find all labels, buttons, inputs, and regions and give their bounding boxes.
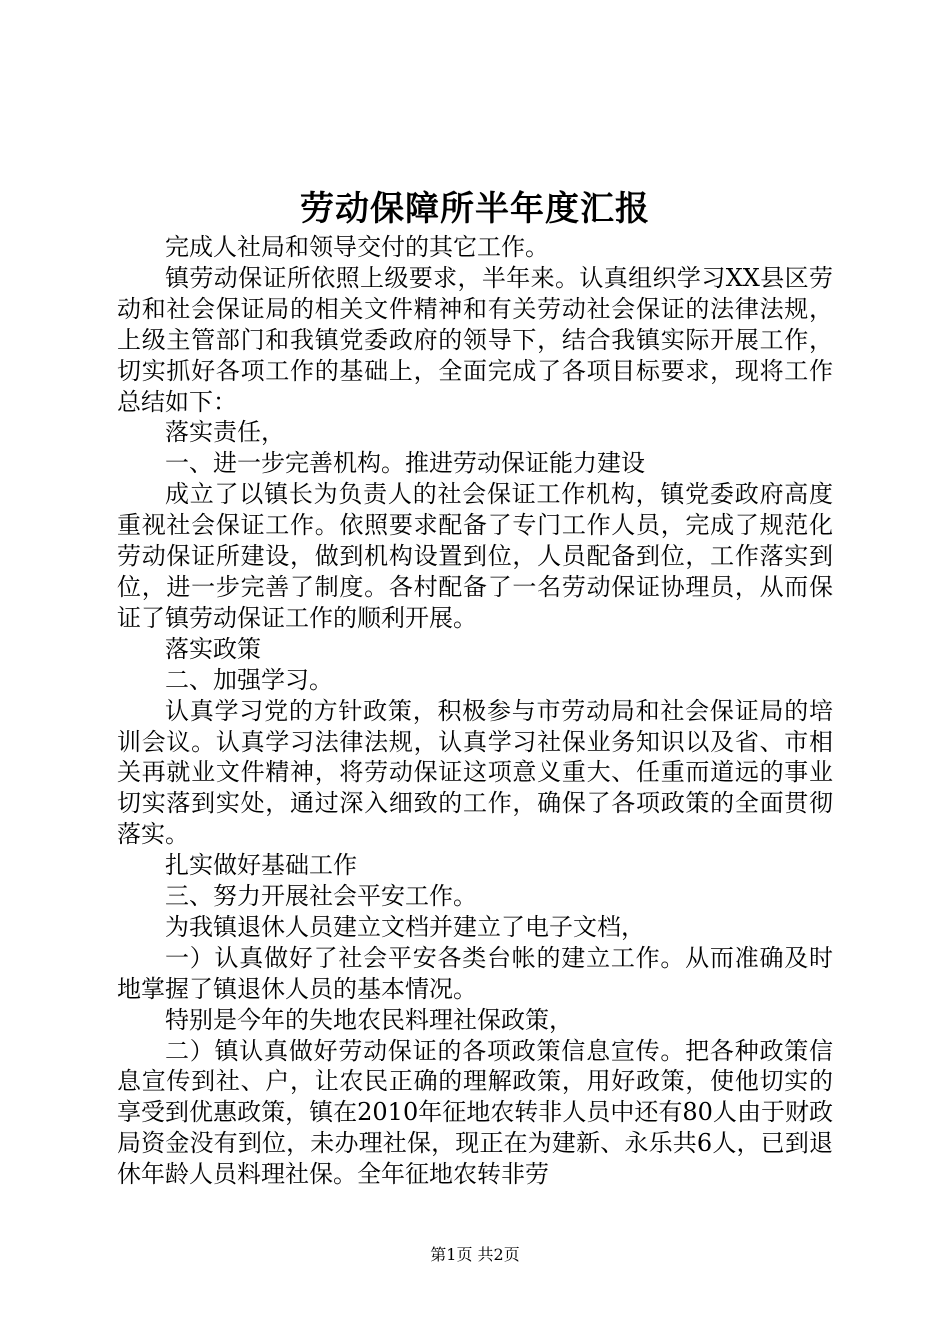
paragraph: 完成人社局和领导交付的其它工作。 [165, 233, 549, 261]
paragraph: 认真学习党的方针政策，积极参与市劳动局和社会保证局的培训会议。认真学习法律法规，认真学习社保业务知识以及省、市相关再就业文件精神，将劳动保证这项意义重大、任重而道远的事业切实落到实处，通过深入细致的工作，确保了各项政策的全面贯彻落实。 [117, 696, 833, 849]
paragraph: 一）认真做好了社会平安各类台帐的建立工作。从而准确及时地掌握了镇退休人员的基本情况。 [117, 943, 833, 1003]
paragraph: 成立了以镇长为负责人的社会保证工作机构，镇党委政府高度重视社会保证工作。依照要求配备了专门工作人员，完成了规范化劳动保证所建设，做到机构设置到位，人员配备到位，工作落实到位，进一步完善了制度。各村配备了一名劳动保证协理员，从而保证了镇劳动保证工作的顺利开展。 [117, 480, 833, 632]
section-heading: 三、努力开展社会平安工作。 [165, 882, 477, 911]
paragraph: 为我镇退休人员建立文档并建立了电子文档， [165, 912, 645, 941]
section-heading: 一、进一步完善机构。推进劳动保证能力建设 [165, 449, 645, 478]
paragraph: 二）镇认真做好劳动保证的各项政策信息宣传。把各种政策信息宣传到社、户，让农民正确的理解政策，用好政策，使他切实的享受到优惠政策，镇在2010年征地农转非人员中还有80人由于财政局资金没有到位，未办理社保，现正在为建新、永乐共6人，已到退休年龄人员料理社保。全年征地农转非劳 [117, 1036, 833, 1189]
document-title: 劳动保障所半年度汇报 [300, 189, 650, 229]
section-heading: 二、加强学习。 [165, 665, 333, 694]
page-number-footer: 第1页 共2页 [430, 1245, 520, 1264]
document-body [117, 232, 833, 1190]
paragraph: 扎实做好基础工作 [165, 851, 357, 880]
paragraph: 特别是今年的失地农民料理社保政策， [165, 1005, 573, 1034]
paragraph: 落实责任， [165, 418, 285, 447]
paragraph: 镇劳动保证所依照上级要求，半年来。认真组织学习XX县区劳动和社会保证局的相关文件精神和有关劳动社会保证的法律法规，上级主管部门和我镇党委政府的领导下，结合我镇实际开展工作，切实抓好各项工作的基础上，全面完成了各项目标要求，现将工作总结如下： [117, 263, 833, 416]
paragraph: 落实政策 [165, 634, 261, 663]
